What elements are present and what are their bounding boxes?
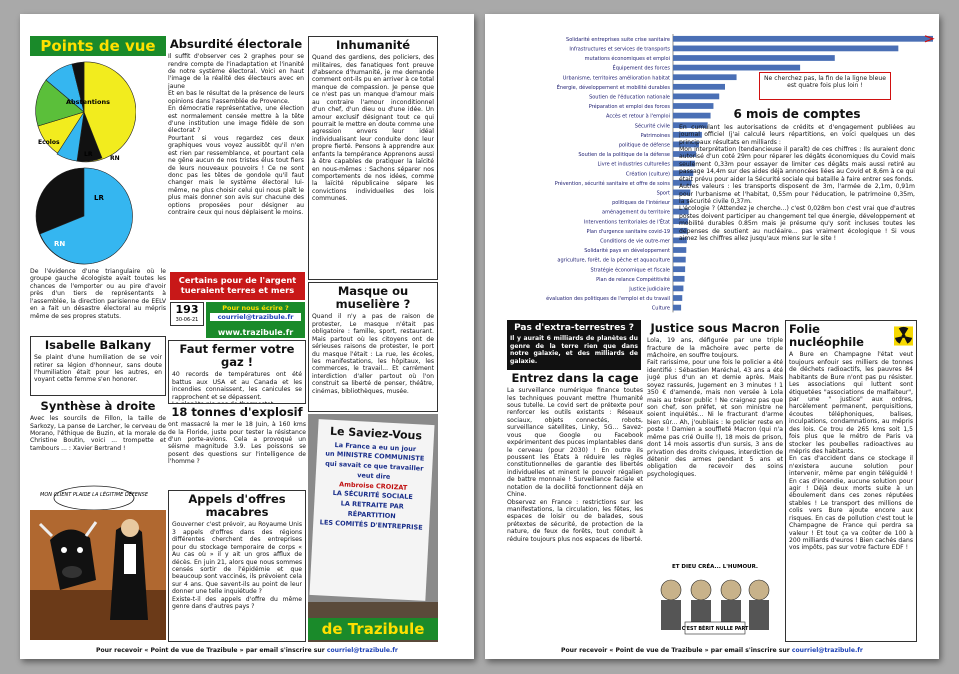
appels-text: Gouverner c'est prévoir, au Royaume Unis 3 appels d'offres dans des régions différentes cherchent des entreprises pour du stockage temporaire de corps « Au cas où » il y ait un gros afflux de décès. En juin 21, alors que nous sommes censés sortir de l'épidémie et que beaucoup sont vaccinés, ils prévoient cela sur 4 ans. Que savent-ils au point de leur donner une telle inquiétude ? Existe-t-il des appels d'offre du même genre dans d'autres pays ? [172,521,302,611]
banner-title: Points de vue [40,37,156,55]
article-absurdite [168,38,304,270]
left-footer [20,647,474,654]
chart-category-label: agriculture, forêt, de la pêche et aquaculture [557,257,670,264]
chart-category-label: Culture [651,305,670,312]
article-extraterrestres [507,320,641,370]
placard-line-7: LA RETRAITE PAR RÉPARTITION [340,499,404,520]
placard-line-8: LES COMITÉS D'ENTREPRISE [319,517,423,532]
placard-line-1: La France a eu un jour [334,440,417,453]
placard-line-4: veut dire [357,470,391,481]
chart-category-label: aménagement du territoire [602,209,670,216]
masque-text: Quand il n'y a pas de raison de protester, Le masque n'était pas obligatoire : famille, sport, restaurant. Mais partout où les citoyens ont de sérieuses raisons de protester, le port du masque l'était : La rue, les écoles, les manifestations, les hôpitaux, les commerces, le travail... Et carrément interdiction d'aller partout où l'on construit sa liberté de penser, théâtre, cinémas, bibliothèques, musée. [312,313,434,395]
chart-note-text: Ne cherchez pas, la fin de la ligne bleue est quatre fois plus loin ! [764,75,886,89]
nucleophile-title: Folie nucléophile [789,322,864,350]
chart-bar [673,84,725,90]
right-footer-text: Pour recevoir « Point de vue de Trazibule » par email s'inscrire sur [561,647,792,654]
placard-line-6: LA SÉCURITÉ SOCIALE [332,489,414,502]
cartoon-bubble-text: MON CLIENT PLAIDE LA LÉGITIME DÉFENSE [40,492,148,498]
chart-bar [673,65,800,71]
synthese-text: Avec les sourcils de Fillon, la taille de Sarkozy, La panse de Larcher, le cerveau de Morano, l'éthique de Buzin, et la morale de Christine Boutin, voici ... trompette et tambours ... : Xavier Bertrand ! [30,415,166,452]
chart-category-label: Plan d'urgence sanitaire covid-19 [586,228,670,235]
cage-title: Entrez dans la cage [511,372,639,385]
pie1-label-abstentions: Abstentions [66,98,110,106]
points-de-vue-banner [30,36,166,56]
right-footer [485,647,939,654]
trazibule-banner [308,618,438,640]
site-banner [206,326,305,338]
chart-bar [673,36,933,42]
balkany-title: Isabelle Balkany [44,338,152,352]
issue-number: 193 [175,303,199,316]
macron-text: Lola, 19 ans, défigurée par une triple fracture de la mâchoire avec perte de mâchoire, en souffre toujours. Fait rarissime, pour une fois le policier a été identifié : Sébastien Maréchal, 43 ans a été jugé plus d'un an et demie après. Mais soyez rassurés, Jugement en 3 minutes ! 1 350 € d'amende, mais non versée à Lola mais au trésor public ! Ne craignez pas que son chef, son préfet, et son ministre ne soient inquiétés... Ni le fracturant d'arme bien sûr... Ah, j'oubliais : le policier reste en poste ! Damien a souffleté Macron (qui n'a même pas crié Ouille !), 18 mois de prison, dont 14 mois assortis d'un sursis, 3 ans de privation des droits civiques, interdiction de détenir des armes pendant 5 ans et obligation de recevoir des soins psychologiques. [647,337,783,478]
certains-banner [170,272,305,300]
pie2-label-lr: LR [94,194,104,202]
write-label: Pour nous écrire ? [222,304,289,312]
macron-title: Justice sous Macron [650,322,780,335]
article-cage [507,372,643,642]
chart-category-label: Équipement des forces [612,65,670,72]
chart-category-label: Conditions de vie outre-mer [600,238,670,245]
chart-category-label: Soutien de la politique de la défense [578,152,670,159]
pie1-label-ecolos: Ecolos [38,139,60,146]
chart-category-label: Plan de relance Compétitivité [596,276,670,283]
balkany-text: Se plaint d'une humiliation de se voir retirer sa légion d'honneur, sans doute l'humiliation était pour les autres, en voyant cette femme s'en honorer. [34,354,162,384]
chart-bar [673,55,835,61]
comptes-title: 6 mois de comptes [733,108,861,121]
article-nucleophile [785,320,917,642]
chart-category-label: mutations économiques et emploi [584,56,670,63]
chart-note [759,72,891,100]
explosif-text: ont massacré la mer le 18 Juin, à 160 kms de la Floride, juste pour tester la résistance d'un porte-avions. Cela a provoqué un séisme magnitude 3.9. Les poissons se posent des questions sur l'intelligence de l'homme ? [168,421,306,466]
extraterrestres-text: Il y aurait 6 milliards de planètes du genre de la terre rien que dans notre galaxie, et des milliards de galaxie. [510,335,638,365]
humour-sign-text: C'EST BÉRIT NULLE PART [681,627,749,632]
pie1-label-lr: LR [84,151,93,158]
extraterrestres-title: Pas d'extra-terrestres ? [514,323,634,333]
placard-line-3: qui savait ce que travailler [324,459,424,473]
article-macron [647,322,783,558]
humour-cartoon [647,560,783,642]
chart-category-label: Énergie, développement et mobilité durables [556,84,670,91]
pie-chart-seats [34,166,134,266]
placard-line-2: un MINISTRE COMMUNISTE [325,449,425,463]
chart-category-label: Infrastructures et services de transports [569,46,670,53]
gaz-text: 40 records de températures ont été battus aux USA et au Canada et les incendies connaissent, les canicules se rapprochent et se dépassent. [172,371,302,401]
inhumanite-title: Inhumanité [335,38,410,52]
bull-cartoon [30,480,166,640]
right-footer-email[interactable]: courriel@trazibule.fr [791,647,863,654]
pie1-label-rn: RN [110,155,120,162]
chart-bar [673,46,898,52]
issue-number-box [170,302,204,326]
chart-category-label: évaluation des politiques de l'emploi et du travail [546,296,670,303]
chart-category-label: Préparation et emploi des forces [588,104,670,111]
chart-category-label: Urbanisme, territoires amélioration habitat [562,75,670,82]
contact-box [206,302,305,326]
placard-line-5: Ambroise CROIZAT [338,479,408,492]
chart-category-label: politiques de l'intérieur [612,200,670,207]
nucleophile-text: A Bure en Champagne l'état veut toujours enfouir ses milliers de tonnes de déchets radioactifs, les pauvres 84 habitants de Bure n'ont pas pu résister. Les associations qui luttent sont étiquetées "associations de malfaiteur", par une " justice" aux ordres, harcèlement permanent, perquisitions, écoutes téléphoniques, balises, inculpations, condamnations, au mépris des lois. Ce trou de 265 kms soit 1,5 fois plus que le métro de Paris va stocker les poubelles radioactives au mépris des habitants. En cas d'accident dans ce stockage il n'existera aucune solution pour intervenir, même par engin téléguidé ! En cas d'incendie, aucune solution pour agir ! Déjà deux morts suite à un éboulement dans ces zones réputées stables ! Le transport des millions de colis vers Bure ajoute encore aux risques. En cas de pollution c'est tout le Champagne de France qui perdra sa valeur ! Et tout ça va coûter de 100 à 200 milliards d'euros ! Bien cachés dans vos impôts, pas sur votre facture EDF ! [789,351,913,552]
chart-category-label: Soutien de l'éducation nationale [589,94,670,101]
comptes-text: En cumulant les autorisations de crédits et d'engagement publiées au journal officiel (j'ai calculé leurs répartitions, en voici quelques un des principaux résultats en milliards : Mon interprétation (tendancieuse il paraît) de ces chiffres : Ils auraient donc autorisé d'un coté 29m pour réparer les dégâts économiques du Covid mais seulement 0,33m pour essayer de limiter ces dégâts mais aussi retiré au passage 14,4m sur des aides déjà annoncées liées au Covid et 8,6m à ce qui était prévu pour aider la Sécurité sociale qui bataille à faire entrer ses fonds. Autres valeurs : les transports disposent de 3m, l'armée de 2,1m, 0,91m pour l'urbanisme et l'habitat, 0,55m pour l'éducation, le patrimoine 0,35m, la sécurité civile 0,37m. L'écologie ? (Attendez je cherche...) c'est 0,028m bon c'est vrai que d'autres postes doivent participer au changement tel que énergie, développement et mobilité durables 0.85m mais je présume qu'y sont incluses toutes les dépenses de soutient au nucléaire... pas vraiment écologique ! Si vous aimez les chiffres allez jusqu'aux miens sur le site ! [679,123,915,243]
site-link[interactable]: www.trazibule.fr [217,327,294,337]
radiation-icon [894,326,913,346]
chart-category-label: Solidarité pays en développement [584,248,670,255]
left-footer-text: Pour recevoir « Point de vue de Trazibule » par email s'inscrire sur [96,647,327,654]
left-page [20,14,474,659]
chart-bar [673,94,719,100]
contact-email[interactable]: courriel@trazibule.fr [210,313,301,321]
appels-title: Appels d'offres macabres [188,492,286,520]
article-masque [308,282,438,412]
chart-bar [673,74,737,80]
bull-cartoon-drawing [30,480,166,640]
right-page [485,14,939,659]
chart-category-label: Solidarité entreprises suite crise sanitaire [566,36,670,43]
masque-title: Masque ou muselière ? [335,284,411,312]
article-gaz [168,340,306,404]
humour-cartoon-drawing [647,560,783,642]
chart-category-label: Interventions territoriales de l'État [583,219,670,226]
article-explosif [168,406,306,488]
article-evidence [30,268,166,334]
article-appels [168,490,306,642]
chart-category-label: Sécurité civile [634,123,670,130]
certains-text: Certains pour de l'argent tueraient terres et mers [178,275,297,295]
chart-category-label: politique de défense [618,142,670,149]
absurdite-text: Il suffit d'observer ces 2 graphes pour se rendre compte de l'inadaptation et l'inanité de notre système électoral. Voici en haut l'image de la réalité des électeurs avec en jaune Et en bas le résultat de la présence de leurs opinions dans l'assemblée de Provence. En démocratie représentative, une élection est normalement censée mettre à la tête d'une institution une image fidèle de son électorat ? Pourtant si vous regardez ces deux graphiques vous voyez aussitôt qu'il n'en est rien par ressemblance, et pourtant cela ne gêne aucun de nos tristes élus tout fiers de leurs nouveaux pouvoirs ! Ce ne sont donc pas les têtes de gondole qu'il faut changer mais le système électoral lui-même, ne plus choisir celui qui nous plaît le plus mais donner son avis sur chacune des options proposées pour désigner au contraire ceux qui nous déplaisent le moins. [168,53,304,217]
explosif-title: 18 tonnes d'explosif [171,406,303,419]
chart-category-label: Création (culture) [625,171,670,178]
inhumanite-text: Quand des gardiens, des policiers, des militaires, des fanatiques font preuve d'absence d'humanité, je me demande comment ont-ils pu en arriver à ce total manque de compassion. Je pense que ce n'est pas un manque d'amour mais au contraire l'amour inconditionnel d'un chef, d'un dieu ou d'une idée. Un amour exclusif désignant tout ce qui pourrait le mettre en doute comme une agression envers leur idéal individualisant leur conduite donc leur propre fierté. Pensons à apprendre aux enfants la tempérance Apprenons aussi à être capables de pratiquer la laïcité en nous-mêmes : Sachons séparer nos comportements de nos idées, comme la laïcité républicaine sépare les convictions individuelles des lois communes. [312,54,434,203]
article-comptes [679,108,915,316]
chart-category-label: Justice judiciaire [629,286,670,293]
humour-bubble-text: ET DIEU CRÉA... L'HUMOUR. [671,564,759,570]
issue-date: 30-06-21 [175,317,199,323]
article-synthese [30,400,166,476]
synthese-title: Synthèse à droite [40,400,156,413]
chart-category-label: Sport [656,190,670,197]
pie2-label-rn: RN [54,240,66,248]
left-footer-email[interactable]: courriel@trazibule.fr [326,647,398,654]
chart-category-label: Prévention, sécurité sanitaire et offre de soins [554,180,670,187]
chart-category-label: Livre et industries culturelles [597,161,670,168]
placard-sign [309,419,434,601]
placard-photo [308,414,438,642]
absurdite-title: Absurdité électorale [169,38,303,51]
placard-line-0: Le Saviez-Vous [329,424,423,443]
chart-category-label: Stratégie économique et fiscale [590,267,670,274]
chart-category-label: Accès et retour à l'emploi [606,113,670,120]
chart-category-label: Patrimoines [640,132,670,139]
pie-chart-electorate [32,60,136,164]
evidence-text: De l'évidence d'une triangulaire où le groupe gauche écologiste avait toutes les chances de l'emporter ou au pire d'avoir près d'un tiers de représentants à l'assemblée, la direction parisienne de EELV en a fait un désastre électoral au mépris même de ses propres statuts. [30,268,166,320]
cage-text: La surveillance numérique finance toutes les techniques pouvant mettre l'humanité sous tutelle. Le covid sert de prétexte pour renforcer les outils existants : Réseaux sociaux, objets connectés, robots, surveillance satellites, Linky, 5G... Savez-vous que Google ou Facebook expérimentent des puces implantables dans le cerveau (pour 2030) ! En outre ils poussent les États à réduire les règles constitutionnelles de garantie des libertés individuelles et minent le pouvoir régalien de battre monnaie ! Surveillance faciale et notation de la docilité fonctionnent déjà en Chine. Observez en France : restrictions sur les manifestations, la circulation, les fêtes, les espaces de loisir ou de balades, sous prétextes de sécurité, de protection de la nature, de feux de forêts, tout conduit à réduire toujours plus nos espaces de liberté. [507,387,643,543]
gaz-title: Faut fermer votre gaz ! [179,342,295,370]
article-balkany [30,336,166,396]
article-inhumanite [308,36,438,280]
trazibule-text: de Trazibule [321,620,425,638]
